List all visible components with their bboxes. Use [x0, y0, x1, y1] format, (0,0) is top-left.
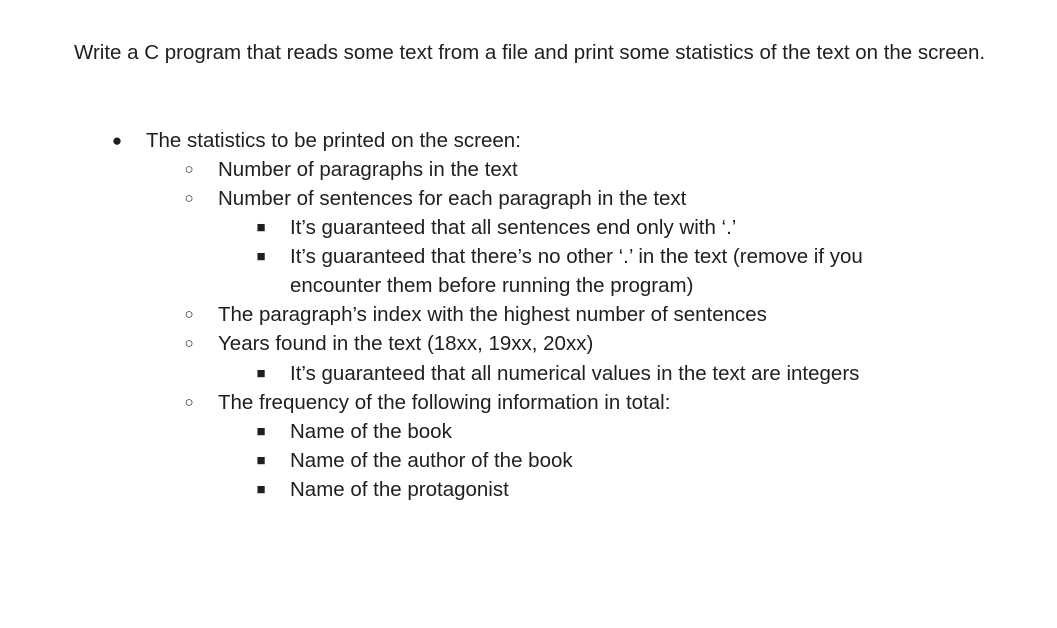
- list-item: The paragraph’s index with the highest number of sentences: [218, 303, 767, 326]
- square-bullet: ■: [256, 481, 266, 498]
- list-item: Number of paragraphs in the text: [218, 158, 518, 181]
- list-item: Name of the author of the book: [290, 449, 573, 472]
- list-item: It’s guaranteed that there’s no other ‘.’ in the text (remove if you: [290, 245, 863, 268]
- circle-bullet: ○: [184, 190, 194, 207]
- list-item-continuation: encounter them before running the program): [290, 274, 694, 297]
- circle-bullet: ○: [184, 394, 194, 411]
- list-heading: The statistics to be printed on the screen:: [146, 129, 521, 152]
- list-item: Name of the protagonist: [290, 478, 509, 501]
- circle-bullet: ○: [184, 161, 194, 178]
- disc-bullet: ●: [111, 131, 123, 150]
- list-item: It’s guaranteed that all numerical values in the text are integers: [290, 362, 860, 385]
- circle-bullet: ○: [184, 335, 194, 352]
- square-bullet: ■: [256, 365, 266, 382]
- list-item: The frequency of the following information in total:: [218, 391, 671, 414]
- list-item: Number of sentences for each paragraph in the text: [218, 187, 687, 210]
- square-bullet: ■: [256, 452, 266, 469]
- intro-paragraph: Write a C program that reads some text from a file and print some statistics of the text on the screen.: [74, 41, 986, 64]
- circle-bullet: ○: [184, 306, 194, 323]
- list-item: Years found in the text (18xx, 19xx, 20xx): [218, 332, 594, 355]
- square-bullet: ■: [256, 423, 266, 440]
- list-item: Name of the book: [290, 420, 452, 443]
- square-bullet: ■: [256, 219, 266, 236]
- square-bullet: ■: [256, 248, 266, 265]
- list-item: It’s guaranteed that all sentences end only with ‘.’: [290, 216, 737, 239]
